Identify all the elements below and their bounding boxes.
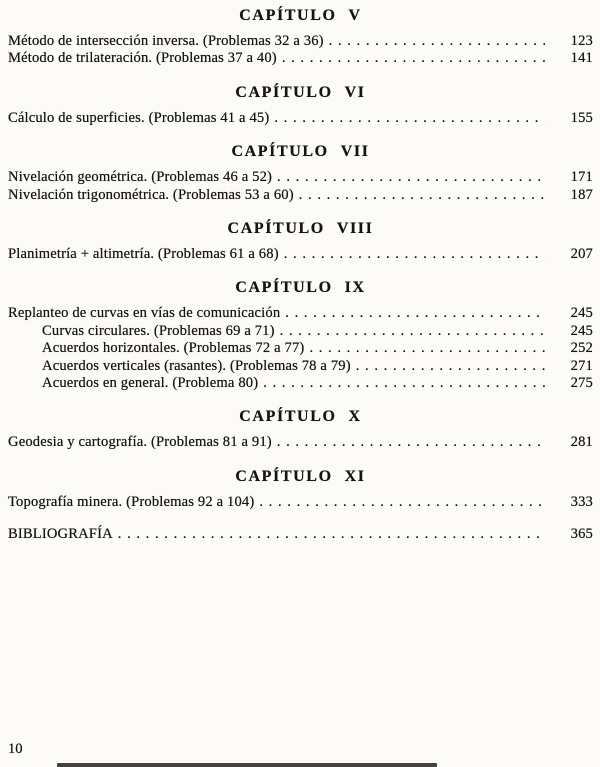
chapter-word: CAPÍTULO (235, 279, 333, 297)
scan-edge-artifact (57, 763, 437, 767)
page-folio: 10 (8, 741, 23, 757)
chapter-word: CAPÍTULO (235, 467, 333, 485)
chapter-section-vi (8, 83, 593, 127)
chapter-section-viii (8, 219, 593, 263)
chapter-section-v (8, 6, 593, 68)
entry-page-number: 155 (570, 109, 593, 126)
chapter-numeral: XI (344, 467, 366, 485)
entry-label: Nivelación trigonométrica. (Problemas 53 a 60) (8, 186, 294, 203)
dot-leader (277, 169, 545, 186)
dot-leader (285, 305, 545, 322)
dot-leader (118, 526, 545, 543)
entry-label: Método de intersección inversa. (Problemas 32 a 36) (8, 33, 324, 49)
entry-label: Nivelación geométrica. (Problemas 46 a 52) (8, 169, 273, 186)
toc-entry-bibliography (8, 526, 593, 543)
chapter-heading (8, 278, 593, 298)
entry-page-number: 141 (570, 50, 593, 67)
toc-entry-sub (8, 340, 593, 357)
toc-entry-sub (8, 375, 593, 392)
chapter-heading (8, 467, 593, 487)
chapter-heading (8, 83, 593, 103)
toc-entry-sub (8, 323, 593, 340)
chapter-numeral: VII (340, 143, 370, 161)
toc-entry (8, 494, 593, 511)
entry-page-number: 271 (570, 357, 593, 374)
toc-entry (8, 50, 593, 67)
entry-label: Acuerdos horizontales. (Problemas 72 a 77) (42, 340, 305, 357)
dot-leader (284, 246, 545, 263)
chapter-section-xi (8, 467, 593, 511)
dot-leader (274, 110, 545, 127)
chapter-section-ix (8, 278, 593, 392)
chapter-numeral: VIII (336, 220, 374, 238)
entry-label: Replanteo de curvas en vías de comunicación (8, 305, 281, 322)
chapter-numeral: IX (344, 279, 366, 297)
chapter-heading (8, 407, 593, 427)
entry-label: Topografía minera. (Problemas 92 a 104) (8, 493, 255, 510)
toc-entry (8, 305, 593, 322)
entry-page-number: 245 (570, 322, 593, 339)
chapter-heading (8, 219, 593, 239)
entry-page-number: 365 (570, 526, 593, 543)
dot-leader (356, 358, 545, 375)
toc-entry (8, 169, 593, 186)
dot-leader (263, 375, 545, 392)
entry-page-number: 281 (570, 434, 593, 451)
entry-page-number: 245 (570, 305, 593, 322)
dot-leader (299, 187, 545, 204)
chapter-word: CAPÍTULO (231, 143, 329, 161)
entry-label: Cálculo de superficies. (Problemas 41 a 45) (8, 109, 270, 126)
chapter-heading (8, 6, 593, 26)
entry-page-number: 123 (570, 33, 593, 49)
entry-page-number: 187 (570, 186, 593, 203)
toc-entry-sub (8, 358, 593, 375)
toc-entry (8, 434, 593, 451)
entry-label: Acuerdos en general. (Problema 80) (42, 375, 259, 392)
chapter-word: CAPÍTULO (235, 83, 333, 101)
entry-page-number: 207 (570, 246, 593, 263)
dot-leader (277, 434, 545, 451)
entry-page-number: 333 (570, 493, 593, 510)
chapter-heading (8, 142, 593, 162)
entry-label: Método de trilateración. (Problemas 37 a 40) (8, 50, 277, 67)
toc-entry (8, 187, 593, 204)
dot-leader (280, 323, 545, 340)
dot-leader (282, 50, 545, 67)
entry-page-number: 252 (570, 340, 593, 357)
chapter-numeral: VI (344, 83, 366, 101)
chapter-word: CAPÍTULO (239, 7, 337, 24)
toc-entry (8, 110, 593, 127)
entry-label: Acuerdos verticales (rasantes). (Problemas 78 a 79) (42, 357, 351, 374)
entry-page-number: 275 (570, 375, 593, 392)
chapter-numeral: V (348, 7, 362, 24)
entry-label: Curvas circulares. (Problemas 69 a 71) (42, 322, 275, 339)
entry-page-number: 171 (570, 169, 593, 186)
chapter-section-vii (8, 142, 593, 204)
dot-leader (309, 340, 545, 357)
chapter-word: CAPÍTULO (239, 408, 337, 426)
toc-entry (8, 246, 593, 263)
chapter-word: CAPÍTULO (227, 220, 325, 238)
chapter-numeral: X (348, 408, 362, 426)
entry-label: BIBLIOGRAFÍA (8, 526, 113, 543)
entry-label: Geodesia y cartografía. (Problemas 81 a 91) (8, 434, 272, 451)
dot-leader (329, 33, 545, 50)
entry-label: Planimetría + altimetría. (Problemas 61 a 68) (8, 246, 279, 263)
toc-entry (8, 33, 593, 50)
chapter-section-x (8, 407, 593, 451)
dot-leader (259, 494, 545, 511)
